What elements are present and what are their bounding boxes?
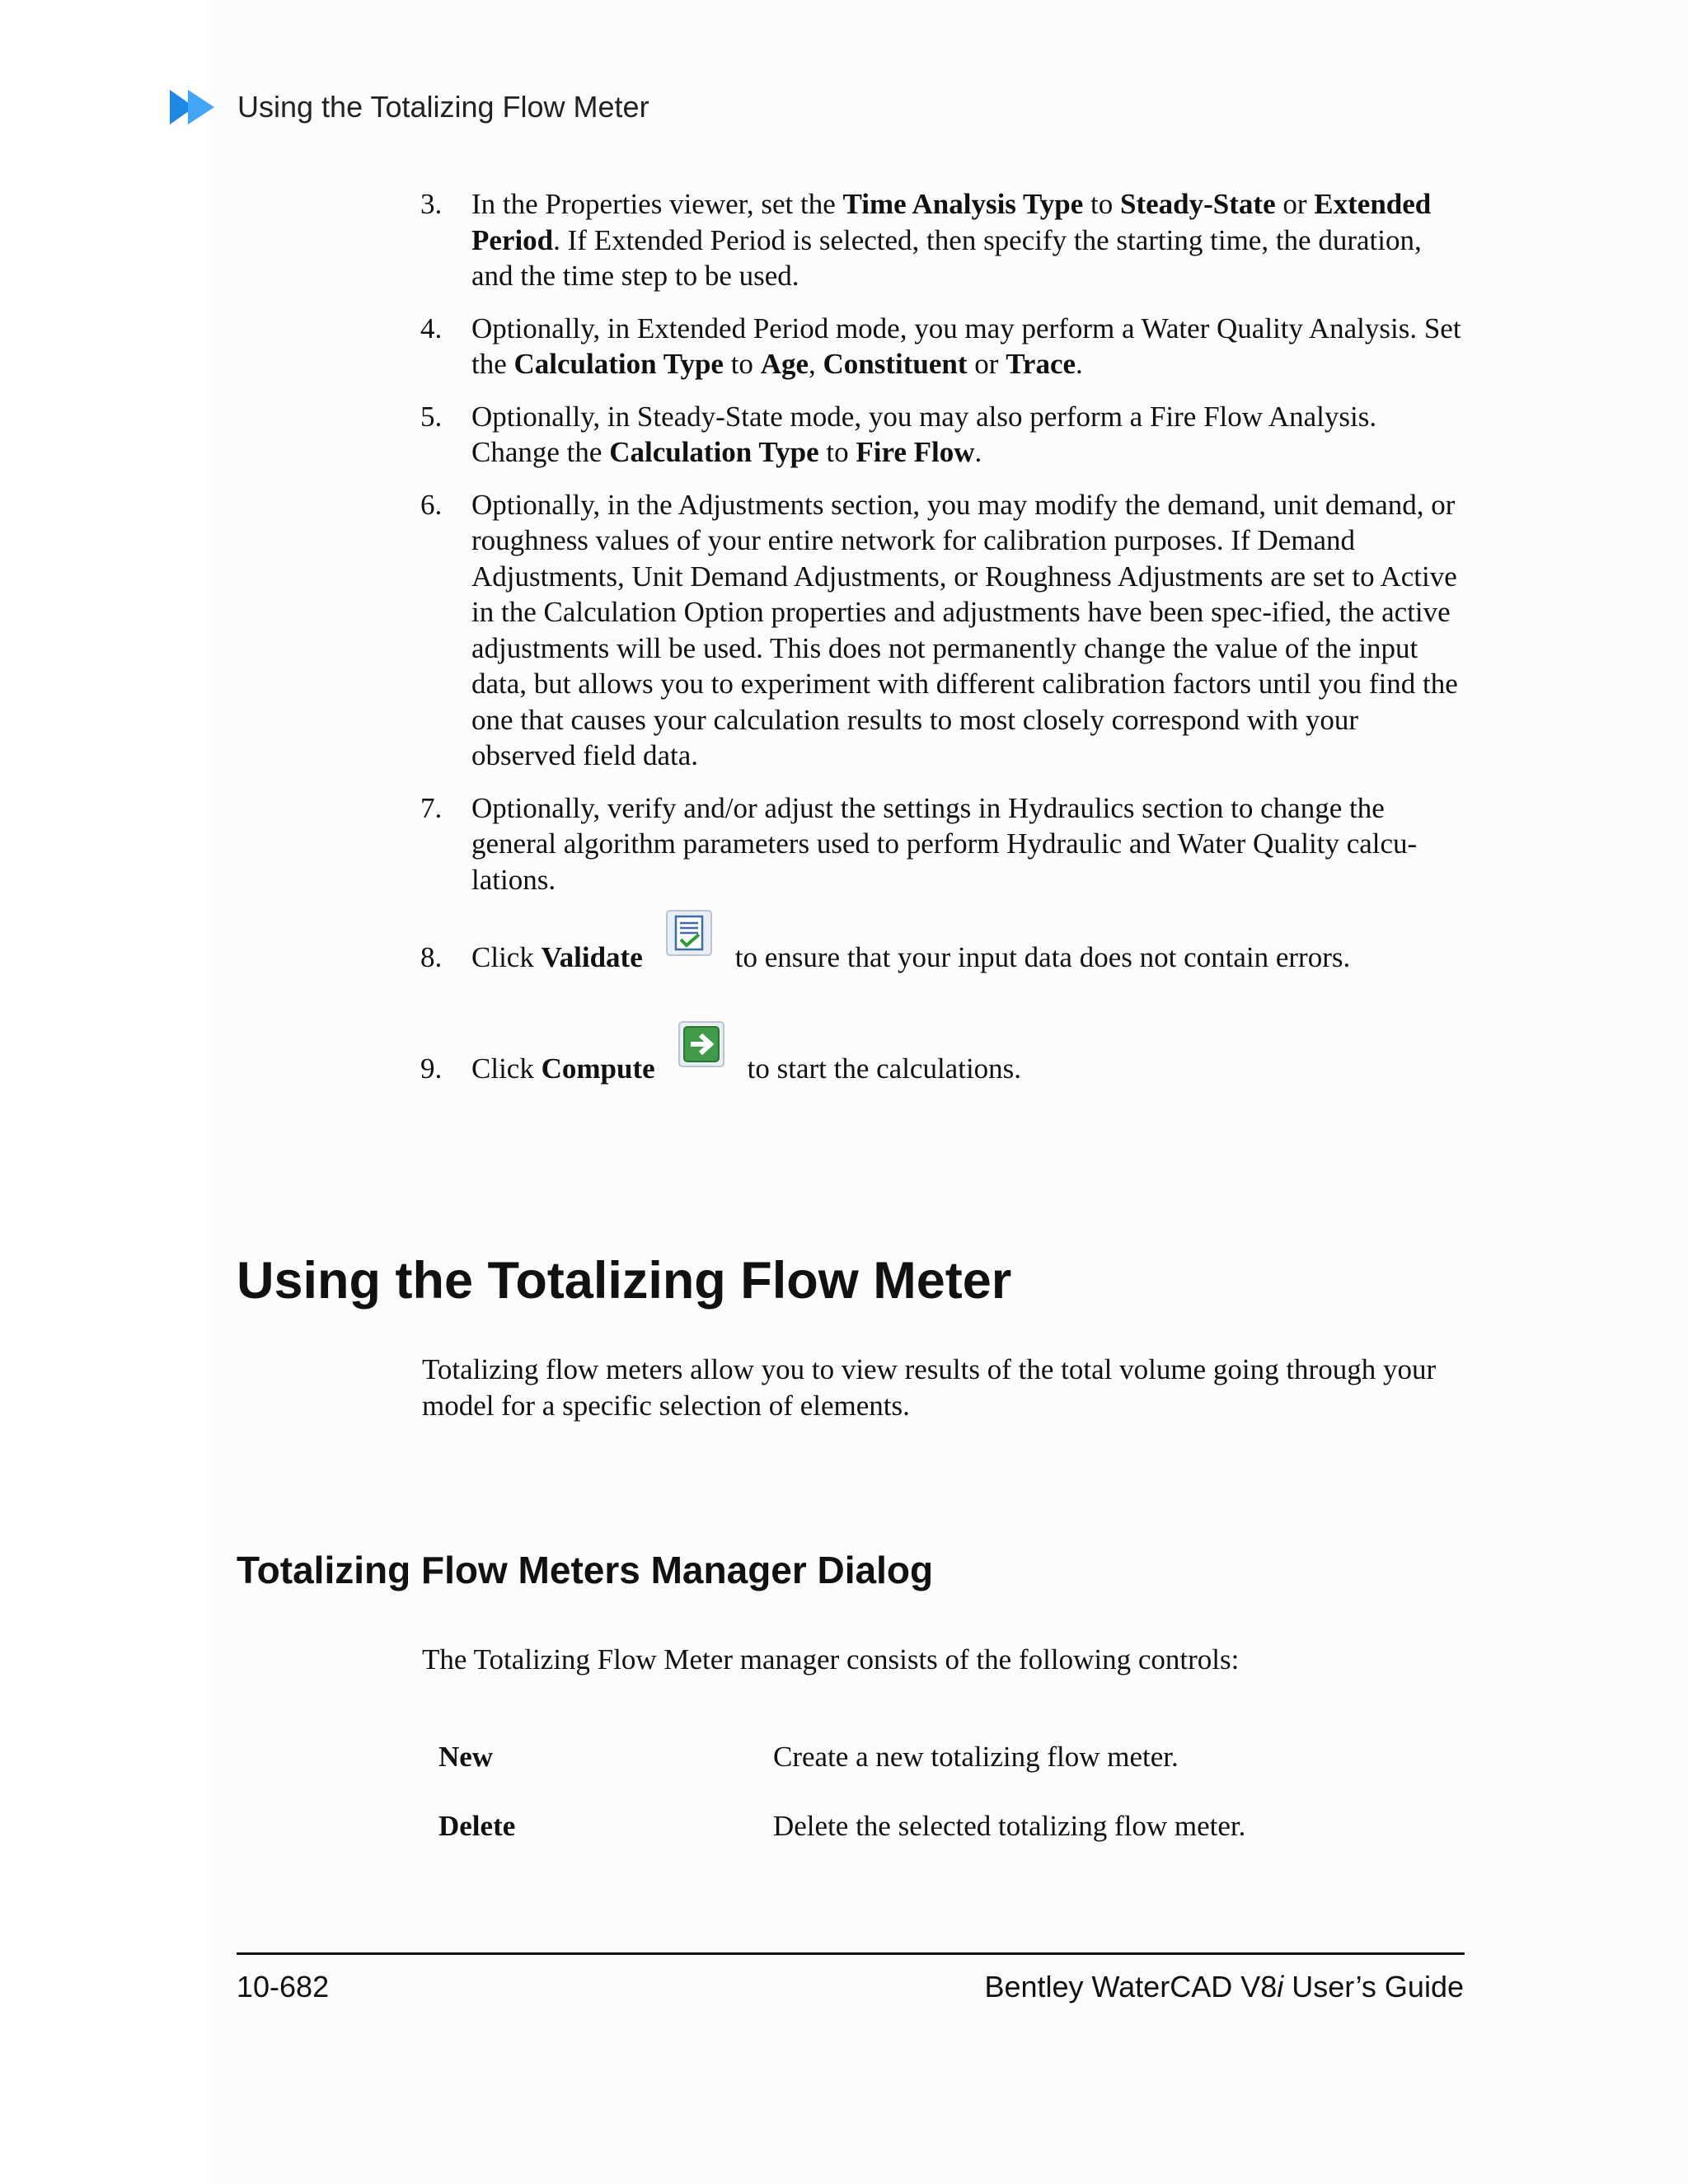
footer-title-italic: i bbox=[1277, 1970, 1284, 2004]
bold-term: Extended Period bbox=[471, 188, 1432, 256]
step-text bbox=[471, 790, 1467, 898]
subsection-intro: The Totalizing Flow Meter manager consists of the following controls: bbox=[422, 1643, 1240, 1675]
bold-term: Time Analysis Type bbox=[842, 188, 1084, 220]
bold-term: Steady-State bbox=[1120, 188, 1276, 220]
numbered-steps bbox=[420, 186, 1467, 914]
bold-term: Calculation Type bbox=[609, 436, 819, 468]
bold-term: Constituent bbox=[823, 348, 968, 380]
bold-term: Calculation Type bbox=[513, 348, 724, 380]
step-text bbox=[471, 399, 1467, 471]
step-text-pre: Click bbox=[471, 941, 542, 973]
footer-title bbox=[984, 1970, 1464, 2004]
footer-title-pre: Bentley WaterCAD V8 bbox=[984, 1970, 1278, 2004]
list-item bbox=[420, 487, 1467, 774]
step-bold-term: Validate bbox=[541, 941, 643, 973]
text-run: . bbox=[974, 436, 982, 468]
step-text-post: to ensure that your input data does not contain errors. bbox=[734, 941, 1351, 973]
step-text bbox=[471, 311, 1467, 382]
bold-term: Trace bbox=[1006, 348, 1076, 380]
footer-title-post: User’s Guide bbox=[1283, 1970, 1464, 2004]
table-row bbox=[438, 1792, 1245, 1861]
text-run: Optionally, in the Adjustments section, you may modify the demand, unit demand, or roughness values of your entire network for calibration purposes. If Demand Adjustments, Unit Demand Adjustments, or Roughness Adjustments are set to Active in the Calculation Option properties and adjustments have been spec-ified, the active adjustments will be used. This does not permanently change the value of the input data, but allows you to experiment with different calibration factors until you find the one that causes your calculation results to most closely correspond with your observed field data. bbox=[471, 488, 1458, 771]
section-intro: Totalizing flow meters allow you to view results of the total volume going through your model for a specific selection of elements. bbox=[422, 1353, 1437, 1422]
step-number: 6. bbox=[420, 488, 443, 521]
step-number: 7. bbox=[420, 791, 443, 824]
subsection-heading: Totalizing Flow Meters Manager Dialog bbox=[237, 1549, 934, 1591]
running-head bbox=[170, 89, 649, 125]
list-item bbox=[420, 186, 1467, 294]
step-number: 8. bbox=[420, 941, 443, 973]
step-number: 3. bbox=[420, 188, 443, 220]
step-validate bbox=[420, 940, 1350, 976]
step-bold-term: Compute bbox=[541, 1052, 655, 1085]
double-arrow-icon bbox=[170, 90, 221, 124]
compute-icon[interactable] bbox=[678, 1021, 724, 1067]
step-compute bbox=[420, 1051, 1021, 1087]
step-text bbox=[471, 487, 1467, 774]
text-run: . bbox=[1076, 348, 1083, 380]
control-term: New bbox=[438, 1741, 494, 1773]
text-run: In the Properties viewer, set the bbox=[471, 188, 843, 220]
text-run: Optionally, in Extended Period mode, you may perform a Water Quality Analysis. Set the bbox=[471, 312, 1461, 380]
step-text-post: to start the calculations. bbox=[747, 1052, 1022, 1085]
list-item bbox=[420, 790, 1467, 898]
step-number: 5. bbox=[420, 400, 443, 433]
footer-rule bbox=[237, 1952, 1465, 1955]
bold-term: Age bbox=[760, 348, 809, 380]
table-row bbox=[438, 1722, 1245, 1792]
validate-icon[interactable] bbox=[666, 910, 712, 956]
text-run: to bbox=[723, 348, 761, 380]
text-run: . If Extended Period is selected, then specify the starting time, the duration, and the time step to be used. bbox=[471, 223, 1422, 292]
text-run: or bbox=[1275, 188, 1315, 220]
step-text-pre: Click bbox=[471, 1052, 542, 1085]
step-number: 4. bbox=[420, 312, 443, 344]
step-number: 9. bbox=[420, 1052, 443, 1085]
page-number: 10-682 bbox=[237, 1970, 330, 2004]
list-item bbox=[420, 311, 1467, 382]
text-run: Optionally, in Steady-State mode, you may also perform a Fire Flow Analysis. Change the bbox=[471, 400, 1377, 468]
text-run: to bbox=[1083, 188, 1121, 220]
text-run: Optionally, verify and/or adjust the settings in Hydraulics section to change the general algorithm parameters used to perform Hydraulic and Water Quality calcu-lations. bbox=[471, 791, 1418, 896]
section-heading: Using the Totalizing Flow Meter bbox=[237, 1252, 1012, 1310]
list-item bbox=[420, 399, 1467, 471]
text-run: to bbox=[818, 436, 856, 468]
controls-table bbox=[438, 1722, 1245, 1861]
control-description: Delete the selected totalizing flow meter. bbox=[773, 1810, 1246, 1842]
bold-term: Fire Flow bbox=[856, 436, 975, 468]
control-term: Delete bbox=[438, 1810, 516, 1842]
text-run: , bbox=[809, 348, 823, 380]
control-description: Create a new totalizing flow meter. bbox=[773, 1741, 1179, 1773]
running-head-title: Using the Totalizing Flow Meter bbox=[237, 90, 649, 124]
step-text bbox=[471, 186, 1467, 294]
text-run: or bbox=[967, 348, 1006, 380]
